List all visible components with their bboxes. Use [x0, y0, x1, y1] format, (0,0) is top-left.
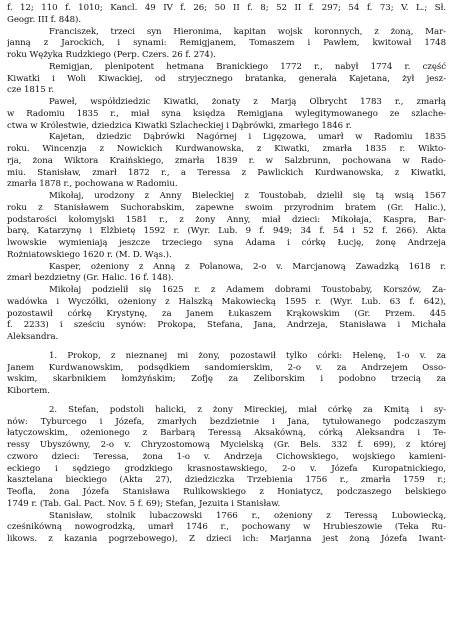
text-line: łatyczowskim, ożenionego z Barbarą Teressą Aksakówną, córką Aleksandra i Te-	[7, 428, 446, 439]
text-line: roku Wężyka Rudzkiego (Perp. Czers. 26 f. 274).	[7, 50, 216, 60]
text-line: Kiwatki i Woli Kiwackiej, od stryjecznego bratanka, generała Kajetana, żył jesz-	[7, 73, 446, 84]
text-line: janną z Jarockich, i synami: Remigjanem, Tomaszem i Pawłem, kwitował 1748	[7, 38, 446, 49]
paragraph-stefan	[7, 405, 446, 511]
text-line: Rożniatowskiego 1620 r. (M. D. Wąs.).	[7, 249, 172, 260]
text-line: w Radomiu 1835 r., miał syna księdza Remigjana wylegitymowanego ze szlache-	[7, 108, 446, 119]
text-line: lwowskie wymieniają jeszcze trzeciego syna Adama i córkę Łucję, żonę Andrzeja	[7, 238, 446, 248]
text-line: Mikołaj podzielił się 1625 r. z Adamem dobrami Toustobaby, Korszów, Za-	[49, 285, 446, 295]
text-line: 1. Prokop, z nieznanej mi żony, pozostawił tylko córki: Helenę, 1-o v. za	[49, 350, 446, 361]
text-line: ressy Ubyszówny, 2-o v. Chryzostomową Mycielską (Gr. Bels. 332 f. 699), z której	[7, 440, 446, 450]
paragraph-franciszek	[7, 27, 446, 62]
paragraph-mikolaj-1	[7, 191, 446, 262]
text-line: Aleksandra.	[7, 332, 59, 342]
text-line: Geogr. III f. 848).	[7, 14, 82, 25]
text-line: wskim, skarbnikiem łomżyńskim; Zofję za Żeliborskim i podobno trzecią za	[7, 374, 446, 385]
text-line: zmarł bezdzietny (Gr. Halic. 16 f. 148).	[7, 273, 174, 284]
text-line: eckiego i sędziego grodzkiego krasnostawskiego, 2-o v. Józefa Kuropatnickiego,	[7, 463, 446, 474]
text-line: cześnikówną nowogrodzką, umarł 1746 r., pochowany w Hrubieszowie (Teka Ru-	[7, 522, 446, 533]
text-line: f. 2233) i sześciu synów: Prokopa, Stefana, Jana, Andrzeja, Stanisława i Michała	[7, 320, 446, 331]
text-line: kasztelana bieckiego (Akta 27), dziedziczka Trzebienia 1756 r., zmarła 1759 r.;	[7, 475, 446, 486]
text-line: nów: Tyburcego i Józefa, zmarłych bezdzietnie i Jana, tytułowanego podczaszym	[7, 416, 446, 427]
text-line: likows. z kazania pogrzebowego), Z dzieci ich: Marjanna jest żoną Józefa Iwant-	[7, 534, 446, 544]
text-line: Paweł, współdziedzic Kiwatki, żonaty z Marją Olbrycht 1783 r., zmarłą	[49, 97, 446, 107]
text-line: barę, Katarzynę i Elżbietę 1592 r. (Wyr. Lub. 9 f. 949; 34 f. 54 i 52 f. 266). Akta	[7, 226, 446, 237]
text-line: rja, żona Wiktora Kraińskiego, zmarła 1839 r. w Salzbrunn, pochowana w Rado-	[7, 155, 446, 166]
text-line: ctwa w Królestwie, dziedzica Kiwatki Szlacheckiej i Dąbrówki, zmarłego 1846 r.	[7, 120, 352, 131]
text-line: miu. Stanisław, zmarł 1872 r., a Teressa z Pawlickich Kurdwanowska, z Kiwatki,	[7, 167, 446, 178]
text-line: 2. Stefan, podstoli halicki, z żony Mireckiej, miał córkę za Kmitą i sy-	[49, 404, 446, 415]
paragraph-stanislaw	[7, 511, 446, 546]
text-line: czworo dzieci: Teressa, żona 1-o v. Andrzeja Cichowskiego, wojskiego kamieni-	[7, 451, 446, 462]
text-line: zmarła 1878 r., pochowana w Radomiu.	[7, 179, 178, 190]
paragraph-prokop	[7, 351, 446, 398]
text-line: cze 1815 r.	[7, 85, 55, 96]
paragraph-pawel	[7, 97, 446, 132]
paragraph-kasper	[7, 262, 446, 286]
text-line: 1749 r. (Tab. Gal. Pact. Nov. 5 f. 69); Stefan, Jezuita i Stanisław.	[7, 498, 281, 509]
text-line: Remigjan, plenipotent hetmana Branickiego 1772 r., nabył 1774 r. część	[49, 61, 446, 72]
text-line: wadówka i Wyczółki, ożeniony z Halszką Makowiecką 1595 r. (Wyr. Lub. 63 f. 642),	[7, 296, 446, 307]
text-line: Kibortem.	[7, 386, 50, 396]
paragraph-mikolaj-2	[7, 285, 446, 344]
text-line: podstarości kołomyjski 1581 r., z żony Anny, miał dzieci: Mikołaja, Kaspra, Bar-	[7, 214, 446, 225]
text-line: Kajetan, dziedzic Dąbrówki Nagórnej i Ligęzowa, umarł w Radomiu 1835	[49, 132, 446, 143]
text-line: f. 12; 110 f. 1010; Kancl. 49 IV f. 26; 50 II f. 8; 52 II f. 297; 54 f. 73; V. L.; Sł.	[7, 3, 446, 13]
paragraph-kajetan	[7, 132, 446, 191]
text-line: Teofla, żona Józefa Stanisława Rulikowskiego z Honiatycz, podczaszego belskiego	[7, 487, 446, 497]
text-line: Stanisław, stolnik lubaczowski 1766 r., ożeniony z Teressą Lubowiecką,	[49, 510, 446, 521]
paragraph-references-continued	[7, 3, 446, 27]
paragraph-remigjan	[7, 62, 446, 97]
text-line: Kasper, ożeniony z Anną z Polanowa, 2-o v. Marcjanową Zawadzką 1618 r.	[49, 261, 446, 272]
text-line: pozostawił córkę Krystynę, za Janem Łukaszem Krąkowskim (Gr. Przem. 445	[7, 308, 446, 319]
text-line: Mikołaj, urodzony z Anny Bieleckiej z Toustobab, dzielił się tą wsią 1567	[49, 191, 446, 201]
text-line: roku z Stanisławem Suchorabskim, zapewne swoim przyrodnim bratem (Gr. Halic.),	[7, 202, 446, 213]
text-line: roku. Wincenzja z Nowickich Kurdwanowska, z Kiwatki, zmarła 1835 r. Wikto-	[7, 144, 446, 154]
text-line: Franciszek, trzeci syn Hieronima, kapitan wojsk koronnych, z żoną, Mar-	[49, 26, 446, 37]
text-line: Janem Kurdwanowskim, podsędkiem sandomierskim, 2-o v. za Andrzejem Osso-	[7, 362, 446, 373]
